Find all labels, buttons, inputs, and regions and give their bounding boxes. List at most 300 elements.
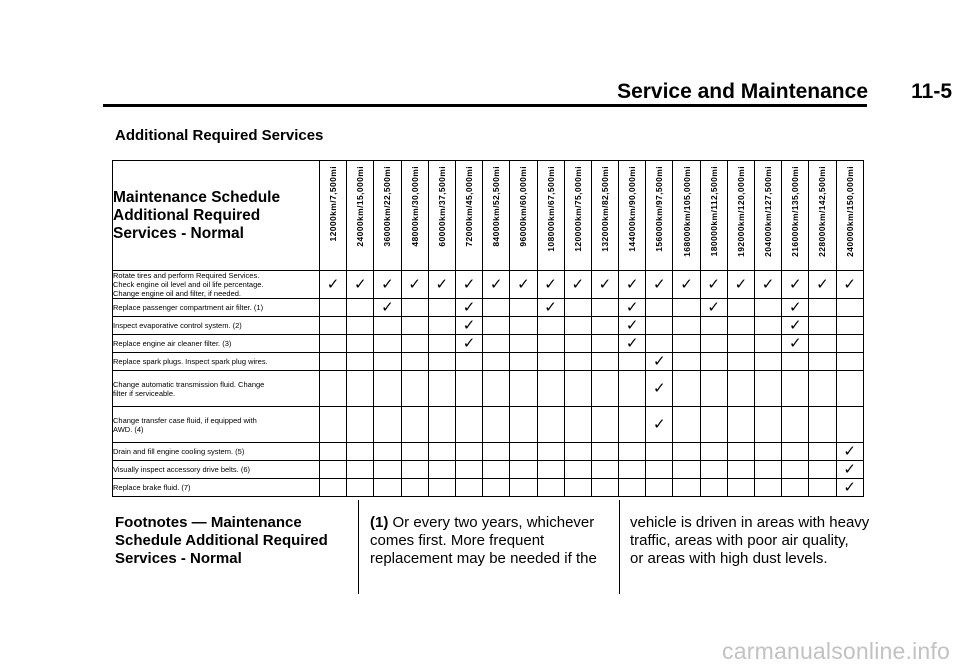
empty-cell <box>727 335 754 353</box>
mileage-label: 228000km/142,500mi <box>817 166 828 257</box>
checkmark-cell <box>782 335 809 353</box>
empty-cell <box>809 443 836 461</box>
checkmark-cell <box>374 271 401 299</box>
empty-cell <box>510 353 537 371</box>
empty-cell <box>564 317 591 335</box>
mileage-column-header <box>673 161 700 271</box>
mileage-column-header <box>428 161 455 271</box>
checkmark-icon: ✓ <box>734 276 748 293</box>
empty-cell <box>537 461 564 479</box>
checkmark-cell <box>510 271 537 299</box>
checkmark-cell <box>836 443 863 461</box>
empty-cell <box>836 407 863 443</box>
mileage-column-header <box>782 161 809 271</box>
footnote-1 <box>370 514 610 568</box>
empty-cell <box>836 299 863 317</box>
checkmark-cell <box>537 299 564 317</box>
mileage-label: 72000km/45,000mi <box>464 166 475 247</box>
empty-cell <box>510 407 537 443</box>
checkmark-cell <box>673 271 700 299</box>
empty-cell <box>727 443 754 461</box>
mileage-label: 48000km/30,000mi <box>409 166 420 247</box>
empty-cell <box>401 443 428 461</box>
mileage-label: 96000km/60,000mi <box>518 166 529 247</box>
mileage-label: 36000km/22,500mi <box>382 166 393 247</box>
checkmark-icon: ✓ <box>544 276 557 293</box>
empty-cell <box>401 299 428 317</box>
empty-cell <box>755 461 782 479</box>
checkmark-cell <box>809 271 836 299</box>
empty-cell <box>483 299 510 317</box>
mileage-label: 204000km/127,500mi <box>763 166 774 257</box>
empty-cell <box>347 461 374 479</box>
checkmark-icon: ✓ <box>625 299 639 316</box>
table-header-row <box>113 161 864 271</box>
mileage-column-header <box>619 161 646 271</box>
empty-cell <box>374 371 401 407</box>
empty-cell <box>727 461 754 479</box>
checkmark-cell <box>483 271 510 299</box>
empty-cell <box>755 407 782 443</box>
checkmark-cell <box>537 271 564 299</box>
mileage-column-header <box>836 161 863 271</box>
header-rule <box>103 104 867 107</box>
checkmark-cell <box>646 353 673 371</box>
checkmark-cell <box>700 299 727 317</box>
empty-cell <box>727 317 754 335</box>
checkmark-cell <box>347 271 374 299</box>
checkmark-icon: ✓ <box>517 276 530 293</box>
empty-cell <box>782 461 809 479</box>
maintenance-schedule-table <box>112 160 864 497</box>
empty-cell <box>483 371 510 407</box>
empty-cell <box>700 317 727 335</box>
empty-cell <box>700 353 727 371</box>
mileage-column-header <box>727 161 754 271</box>
empty-cell <box>727 407 754 443</box>
checkmark-icon: ✓ <box>788 299 802 316</box>
empty-cell <box>537 479 564 497</box>
service-description-line: Change engine oil and filter, if needed. <box>113 289 242 298</box>
checkmark-icon: ✓ <box>462 317 476 334</box>
checkmark-cell <box>646 271 673 299</box>
empty-cell <box>537 407 564 443</box>
empty-cell <box>510 371 537 407</box>
checkmark-icon: ✓ <box>435 276 449 293</box>
empty-cell <box>646 317 673 335</box>
empty-cell <box>483 461 510 479</box>
empty-cell <box>591 479 618 497</box>
service-description <box>113 407 320 443</box>
service-description-line: filter if serviceable. <box>113 388 176 398</box>
empty-cell <box>401 479 428 497</box>
empty-cell <box>700 443 727 461</box>
mileage-label: 180000km/112,500mi <box>708 166 719 257</box>
empty-cell <box>591 317 618 335</box>
mileage-column-header <box>646 161 673 271</box>
empty-cell <box>510 443 537 461</box>
mileage-column-header <box>320 161 347 271</box>
empty-cell <box>836 335 863 353</box>
checkmark-icon: ✓ <box>843 479 856 496</box>
empty-cell <box>510 335 537 353</box>
empty-cell <box>836 317 863 335</box>
empty-cell <box>564 479 591 497</box>
checkmark-cell <box>836 461 863 479</box>
empty-cell <box>483 443 510 461</box>
checkmark-icon: ✓ <box>625 317 639 334</box>
empty-cell <box>537 353 564 371</box>
empty-cell <box>673 371 700 407</box>
empty-cell <box>347 371 374 407</box>
empty-cell <box>428 353 455 371</box>
empty-cell <box>564 353 591 371</box>
empty-cell <box>782 371 809 407</box>
empty-cell <box>428 335 455 353</box>
checkmark-cell <box>836 271 863 299</box>
mileage-label: 60000km/37,500mi <box>436 166 447 247</box>
checkmark-cell <box>646 371 673 407</box>
empty-cell <box>673 299 700 317</box>
empty-cell <box>401 335 428 353</box>
empty-cell <box>591 335 618 353</box>
service-description-line: Replace passenger compartment air filter. (1) <box>113 303 264 312</box>
empty-cell <box>455 353 482 371</box>
empty-cell <box>537 335 564 353</box>
table-row <box>113 299 864 317</box>
table-row <box>113 317 864 335</box>
empty-cell <box>619 443 646 461</box>
checkmark-cell <box>782 299 809 317</box>
empty-cell <box>755 443 782 461</box>
empty-cell <box>374 335 401 353</box>
empty-cell <box>401 461 428 479</box>
empty-cell <box>347 335 374 353</box>
empty-cell <box>320 335 347 353</box>
mileage-column-header <box>591 161 618 271</box>
section-title: Additional Required Services <box>115 127 324 144</box>
empty-cell <box>727 353 754 371</box>
table-row <box>113 371 864 407</box>
mileage-label: 84000km/52,500mi <box>491 166 502 247</box>
checkmark-cell <box>320 271 347 299</box>
empty-cell <box>455 407 482 443</box>
service-description-line: Check engine oil level and oil life percentage. <box>113 280 264 289</box>
checkmark-cell <box>619 317 646 335</box>
footnotes-heading-line: Schedule Additional Required <box>115 532 328 549</box>
footnote-1-line: comes first. More frequent <box>370 532 545 549</box>
empty-cell <box>836 353 863 371</box>
mileage-column-header <box>564 161 591 271</box>
table-corner-heading <box>113 161 320 271</box>
column-divider <box>619 500 620 594</box>
checkmark-cell <box>455 317 482 335</box>
footnotes-heading-line: Footnotes — Maintenance <box>115 514 302 531</box>
empty-cell <box>320 407 347 443</box>
mileage-label: 240000km/150,000mi <box>844 166 855 257</box>
checkmark-cell <box>619 335 646 353</box>
page-header-title: Service and Maintenance <box>617 80 868 103</box>
checkmark-icon: ✓ <box>653 416 666 433</box>
checkmark-icon: ✓ <box>381 276 394 293</box>
empty-cell <box>700 479 727 497</box>
mileage-column-header <box>455 161 482 271</box>
empty-cell <box>755 299 782 317</box>
checkmark-icon: ✓ <box>653 353 666 370</box>
checkmark-cell <box>619 271 646 299</box>
empty-cell <box>374 479 401 497</box>
empty-cell <box>782 353 809 371</box>
service-description-line: AWD. (4) <box>113 424 144 434</box>
empty-cell <box>510 317 537 335</box>
mileage-label: 24000km/15,000mi <box>355 166 366 247</box>
checkmark-icon: ✓ <box>680 276 693 293</box>
service-description-line: Replace engine air cleaner filter. (3) <box>113 339 232 348</box>
service-description <box>113 461 320 479</box>
watermark: carmanualsonline.info <box>722 638 950 664</box>
checkmark-icon: ✓ <box>381 299 394 316</box>
empty-cell <box>428 317 455 335</box>
service-description-line: Drain and fill engine cooling system. (5) <box>113 447 245 456</box>
empty-cell <box>591 407 618 443</box>
empty-cell <box>673 461 700 479</box>
empty-cell <box>673 317 700 335</box>
checkmark-icon: ✓ <box>571 276 585 293</box>
empty-cell <box>619 407 646 443</box>
table-body <box>113 271 864 497</box>
empty-cell <box>646 461 673 479</box>
service-description-line: Inspect evaporative control system. (2) <box>113 321 242 330</box>
empty-cell <box>347 407 374 443</box>
empty-cell <box>809 335 836 353</box>
footnote-1-cont-line: traffic, areas with poor air quality, <box>630 532 849 549</box>
checkmark-icon: ✓ <box>788 317 802 334</box>
empty-cell <box>782 407 809 443</box>
empty-cell <box>401 371 428 407</box>
empty-cell <box>401 317 428 335</box>
empty-cell <box>428 299 455 317</box>
empty-cell <box>591 353 618 371</box>
footnote-1-label: (1) <box>370 514 389 531</box>
footnote-1-cont-line: or areas with high dust levels. <box>630 550 828 567</box>
empty-cell <box>455 479 482 497</box>
corner-line: Services - Normal <box>113 224 244 242</box>
empty-cell <box>455 443 482 461</box>
empty-cell <box>510 479 537 497</box>
empty-cell <box>483 335 510 353</box>
empty-cell <box>320 371 347 407</box>
empty-cell <box>564 461 591 479</box>
empty-cell <box>320 353 347 371</box>
mileage-label: 132000km/82,500mi <box>599 166 610 252</box>
empty-cell <box>320 299 347 317</box>
checkmark-icon: ✓ <box>707 276 720 293</box>
mileage-column-header <box>347 161 374 271</box>
empty-cell <box>320 317 347 335</box>
footnotes-heading <box>115 514 328 568</box>
mileage-column-header <box>483 161 510 271</box>
mileage-label: 144000km/90,000mi <box>627 166 638 252</box>
empty-cell <box>347 353 374 371</box>
checkmark-icon: ✓ <box>788 335 802 352</box>
empty-cell <box>619 353 646 371</box>
checkmark-cell <box>401 271 428 299</box>
checkmark-icon: ✓ <box>544 299 557 316</box>
empty-cell <box>673 353 700 371</box>
checkmark-cell <box>782 271 809 299</box>
mileage-label: 12000km/7,500mi <box>328 166 339 242</box>
empty-cell <box>673 443 700 461</box>
checkmark-cell <box>782 317 809 335</box>
empty-cell <box>673 335 700 353</box>
empty-cell <box>374 407 401 443</box>
footnote-1-continued <box>630 514 870 568</box>
empty-cell <box>727 371 754 407</box>
empty-cell <box>347 443 374 461</box>
table-row <box>113 335 864 353</box>
service-description <box>113 335 320 353</box>
checkmark-icon: ✓ <box>598 276 612 293</box>
service-description <box>113 443 320 461</box>
mileage-column-header <box>537 161 564 271</box>
corner-line: Additional Required <box>113 206 261 224</box>
checkmark-cell <box>727 271 754 299</box>
checkmark-cell <box>700 271 727 299</box>
empty-cell <box>809 407 836 443</box>
page-number: 11-5 <box>911 80 952 103</box>
empty-cell <box>374 461 401 479</box>
empty-cell <box>619 461 646 479</box>
empty-cell <box>483 407 510 443</box>
empty-cell <box>700 407 727 443</box>
checkmark-cell <box>836 479 863 497</box>
mileage-label: 168000km/105,000mi <box>681 166 692 257</box>
checkmark-cell <box>455 299 482 317</box>
table-row <box>113 479 864 497</box>
empty-cell <box>836 371 863 407</box>
footnote-1-line: replacement may be needed if the <box>370 550 597 567</box>
empty-cell <box>483 479 510 497</box>
mileage-column-header <box>401 161 428 271</box>
service-description-line: Replace spark plugs. Inspect spark plug wires. <box>113 357 268 366</box>
table-row <box>113 443 864 461</box>
empty-cell <box>428 461 455 479</box>
empty-cell <box>320 479 347 497</box>
empty-cell <box>646 479 673 497</box>
checkmark-icon: ✓ <box>788 276 802 293</box>
checkmark-icon: ✓ <box>707 299 720 316</box>
mileage-column-header <box>510 161 537 271</box>
empty-cell <box>809 371 836 407</box>
service-description <box>113 371 320 407</box>
mileage-column-header <box>700 161 727 271</box>
empty-cell <box>727 299 754 317</box>
checkmark-icon: ✓ <box>326 276 340 293</box>
service-description <box>113 299 320 317</box>
empty-cell <box>537 317 564 335</box>
empty-cell <box>809 461 836 479</box>
footnote-1-line <box>370 514 610 532</box>
empty-cell <box>619 371 646 407</box>
empty-cell <box>564 335 591 353</box>
checkmark-icon: ✓ <box>843 276 856 293</box>
empty-cell <box>374 317 401 335</box>
empty-cell <box>700 371 727 407</box>
empty-cell <box>755 317 782 335</box>
empty-cell <box>809 299 836 317</box>
checkmark-cell <box>591 271 618 299</box>
checkmark-icon: ✓ <box>816 276 829 293</box>
empty-cell <box>809 317 836 335</box>
empty-cell <box>673 407 700 443</box>
checkmark-icon: ✓ <box>489 276 503 293</box>
footnote-1-text: Or every two years, whichever <box>388 514 595 531</box>
empty-cell <box>700 335 727 353</box>
service-description <box>113 317 320 335</box>
empty-cell <box>564 407 591 443</box>
empty-cell <box>347 299 374 317</box>
checkmark-cell <box>755 271 782 299</box>
mileage-label: 120000km/75,000mi <box>572 166 583 252</box>
mileage-column-header <box>755 161 782 271</box>
empty-cell <box>374 443 401 461</box>
checkmark-icon: ✓ <box>408 276 421 293</box>
checkmark-cell <box>428 271 455 299</box>
empty-cell <box>401 407 428 443</box>
service-description-line: Replace brake fluid. (7) <box>113 483 191 492</box>
empty-cell <box>320 461 347 479</box>
checkmark-icon: ✓ <box>353 276 367 293</box>
empty-cell <box>646 335 673 353</box>
checkmark-icon: ✓ <box>843 461 856 478</box>
empty-cell <box>755 335 782 353</box>
checkmark-cell <box>564 271 591 299</box>
empty-cell <box>809 353 836 371</box>
empty-cell <box>428 371 455 407</box>
column-divider <box>358 500 359 594</box>
table-row <box>113 461 864 479</box>
empty-cell <box>564 443 591 461</box>
empty-cell <box>483 317 510 335</box>
checkmark-cell <box>455 335 482 353</box>
empty-cell <box>727 479 754 497</box>
empty-cell <box>564 371 591 407</box>
service-description-line: Visually inspect accessory drive belts. (6) <box>113 465 250 474</box>
empty-cell <box>455 461 482 479</box>
empty-cell <box>755 353 782 371</box>
checkmark-icon: ✓ <box>462 299 476 316</box>
checkmark-cell <box>619 299 646 317</box>
service-description-line: Change automatic transmission fluid. Change <box>113 379 265 389</box>
empty-cell <box>673 479 700 497</box>
empty-cell <box>428 479 455 497</box>
empty-cell <box>591 461 618 479</box>
corner-line: Maintenance Schedule <box>113 188 281 206</box>
empty-cell <box>537 371 564 407</box>
service-description-line: Change transfer case fluid, if equipped with <box>113 415 257 425</box>
mileage-label: 216000km/135,000mi <box>790 166 801 257</box>
checkmark-icon: ✓ <box>653 380 666 397</box>
empty-cell <box>591 443 618 461</box>
mileage-column-header <box>374 161 401 271</box>
checkmark-cell <box>374 299 401 317</box>
mileage-label: 156000km/97,500mi <box>654 166 665 252</box>
checkmark-icon: ✓ <box>462 276 476 293</box>
empty-cell <box>510 299 537 317</box>
footnote-1-cont-line: vehicle is driven in areas with heavy <box>630 514 870 531</box>
empty-cell <box>428 407 455 443</box>
mileage-label: 108000km/67,500mi <box>545 166 556 252</box>
